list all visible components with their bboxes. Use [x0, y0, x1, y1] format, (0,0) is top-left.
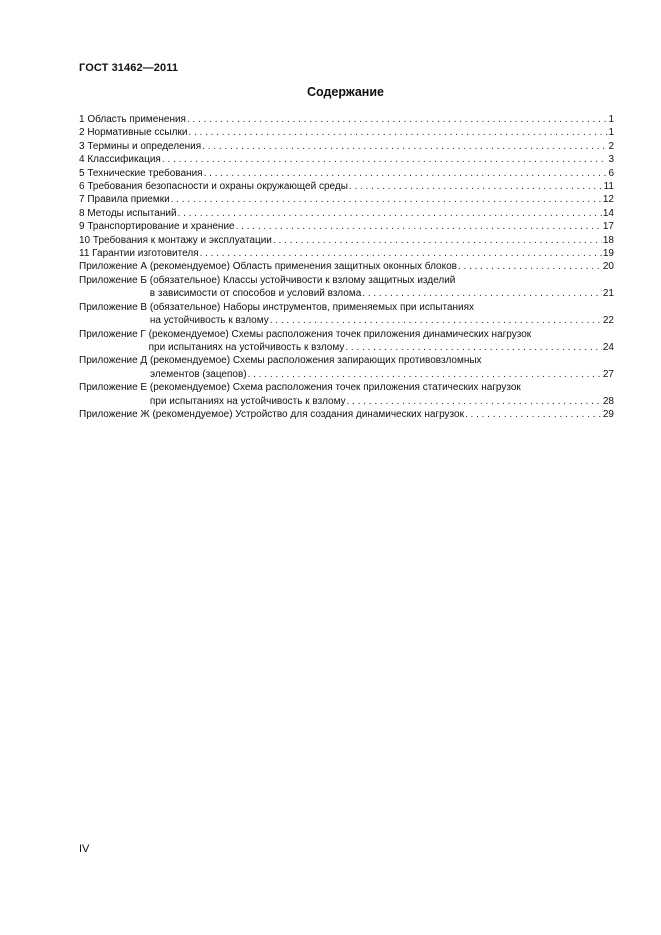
appendix-page: 22 [602, 315, 614, 327]
dot-leader [349, 180, 603, 193]
toc-entry-label: 11 Гарантии изготовителя [79, 248, 199, 260]
toc-entry-page: 12 [602, 194, 614, 206]
toc-appendix-entry[interactable] [79, 408, 614, 421]
toc-entry-page: 6 [608, 167, 614, 179]
toc-appendix-entry[interactable] [79, 274, 614, 301]
toc-entry-page: 18 [602, 234, 614, 246]
standard-code: ГОСТ 31462—2011 [79, 62, 179, 74]
toc-entry-page: 14 [602, 207, 614, 219]
dot-leader [162, 153, 608, 166]
appendix-prefix: Приложение Г [79, 328, 146, 340]
toc-entry[interactable] [79, 113, 614, 126]
toc-entry[interactable] [79, 193, 614, 206]
toc-entry-label: 3 Термины и определения [79, 140, 202, 152]
toc-entry[interactable] [79, 153, 614, 166]
dot-leader [362, 287, 602, 300]
dot-leader [204, 167, 608, 180]
toc-entry[interactable] [79, 247, 614, 260]
appendix-page: 20 [602, 261, 614, 273]
toc-appendix-entry[interactable] [79, 301, 614, 328]
toc-entry-page: 1 [608, 127, 614, 139]
appendix-title-line1: (рекомендуемое) Схема расположения точек приложения статических нагрузок [149, 382, 521, 394]
dot-leader [270, 314, 602, 327]
appendix-prefix: Приложение А [79, 261, 148, 273]
dot-leader [171, 193, 602, 206]
toc-entry-page: 1 [608, 114, 614, 125]
toc-entry[interactable] [79, 207, 614, 220]
appendix-prefix: Приложение Б [79, 274, 147, 286]
appendix-prefix: Приложение В [79, 301, 148, 313]
dot-leader [345, 341, 602, 354]
appendix-title-line1: (рекомендуемое) Устройство для создания динамических нагрузок [152, 408, 464, 420]
toc-entry-label: 1 Область применения [79, 114, 186, 125]
dot-leader [187, 113, 607, 126]
appendix-prefix: Приложение Д [79, 355, 148, 367]
toc-appendix-entry[interactable] [79, 260, 614, 273]
toc-entry-label: 6 Требования безопасности и охраны окружающей среды [79, 181, 348, 193]
toc-entry-label: 8 Методы испытаний [79, 207, 177, 219]
toc-entry-page: 19 [602, 248, 614, 260]
toc-entry-label: 5 Технические требования [79, 167, 203, 179]
toc-entry[interactable] [79, 167, 614, 180]
toc-entry[interactable] [79, 140, 614, 153]
appendix-title-line1: (обязательное) Классы устойчивости к взлому защитных изделий [149, 274, 456, 286]
appendix-title-line1: (обязательное) Наборы инструментов, применяемых при испытаниях [149, 301, 475, 313]
toc-appendix-entry[interactable] [79, 354, 614, 381]
appendix-title-line2: при испытаниях на устойчивость к взлому [149, 395, 346, 407]
appendix-page: 27 [602, 368, 614, 380]
toc-entry-label: 2 Нормативные ссылки [79, 127, 188, 139]
appendix-prefix: Приложение Е [79, 382, 148, 394]
appendix-title-line2: при испытаниях на устойчивость к взлому [148, 341, 345, 353]
appendix-page: 24 [602, 341, 614, 353]
toc-appendix-entry[interactable] [79, 328, 614, 355]
toc-entry-page: 3 [608, 154, 614, 166]
appendix-title-line2: на устойчивость к взлому [149, 315, 269, 327]
appendix-page: 21 [602, 288, 614, 300]
dot-leader [458, 260, 602, 273]
dot-leader [248, 368, 602, 381]
dot-leader [465, 408, 602, 421]
appendix-title-line1: (рекомендуемое) Схемы расположения запирающих противовзломных [149, 355, 482, 367]
appendix-title-line2: элементов (зацепов) [149, 368, 247, 380]
toc-entry[interactable] [79, 180, 614, 193]
page-number: IV [79, 843, 90, 855]
toc-entry-page: 2 [608, 140, 614, 152]
appendix-page: 28 [602, 395, 614, 407]
toc-entry-label: 7 Правила приемки [79, 194, 170, 206]
toc-entry-page: 17 [602, 221, 614, 233]
toc-entry[interactable] [79, 220, 614, 233]
dot-leader [202, 140, 607, 153]
toc-entry[interactable] [79, 234, 614, 247]
toc-appendix-entry[interactable] [79, 381, 614, 408]
appendix-page: 29 [602, 408, 614, 420]
toc-entry-label: 9 Транспортирование и хранение [79, 221, 235, 233]
dot-leader [236, 220, 602, 233]
appendix-prefix: Приложение Ж [79, 408, 150, 420]
table-of-contents [79, 113, 614, 421]
dot-leader [178, 207, 602, 220]
toc-entry-label: 10 Требования к монтажу и эксплуатации [79, 234, 272, 246]
dot-leader [273, 234, 602, 247]
toc-entry-label: 4 Классификация [79, 154, 161, 166]
dot-leader [188, 126, 607, 139]
toc-entry[interactable] [79, 126, 614, 139]
toc-entry-page: 11 [603, 181, 614, 193]
appendix-title-line2: в зависимости от способов и условий взлома [149, 288, 362, 300]
toc-title: Содержание [306, 85, 384, 99]
appendix-title-line1: (рекомендуемое) Область применения защитных оконных блоков [149, 261, 457, 273]
appendix-title-line1: (рекомендуемое) Схемы расположения точек приложения динамических нагрузок [148, 328, 532, 340]
dot-leader [200, 247, 602, 260]
dot-leader [347, 395, 602, 408]
